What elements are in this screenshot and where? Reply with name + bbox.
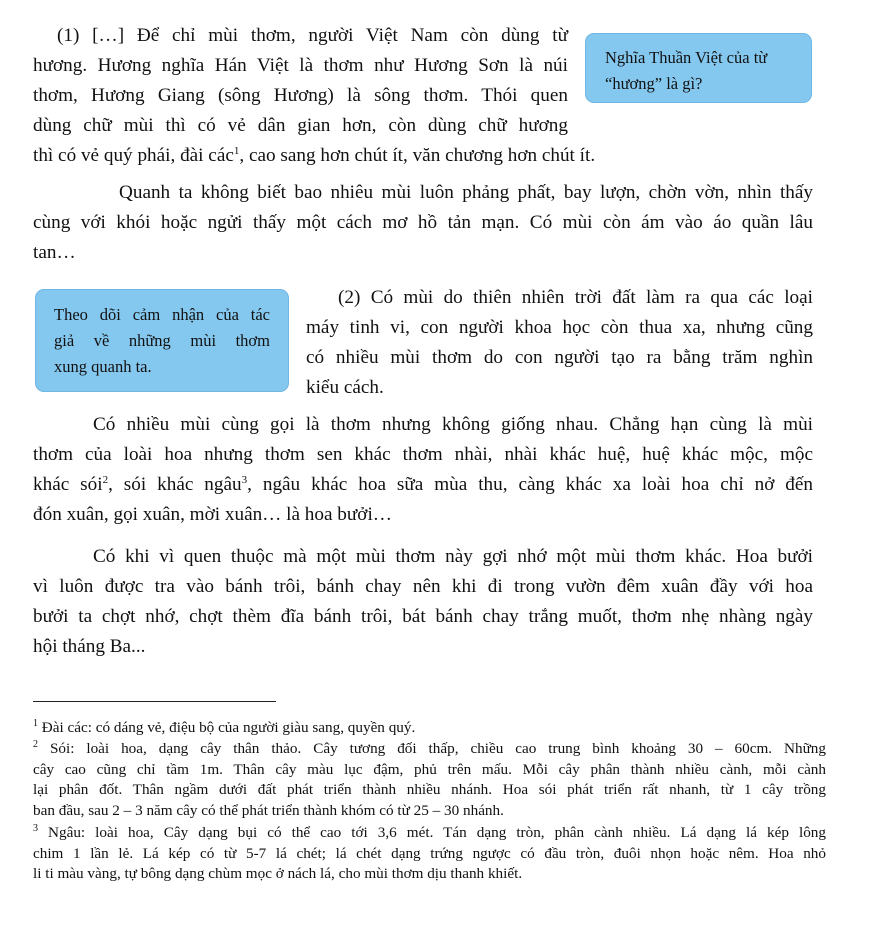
paragraph-3-line: có nhiều mùi thơm do con người tạo ra bằng trăm nghìn — [306, 347, 813, 368]
footnote-ref-3: 3 — [241, 474, 248, 486]
footnote-1-line — [33, 718, 826, 739]
annotation-box-2-line: giả về những mùi thơm — [54, 331, 270, 350]
paragraph-1-line: thơm, Hương Giang (sông Hương) là sông thơm. Thói quen — [33, 85, 568, 106]
footnote-3-text: Ngâu: loài hoa, Cây dạng bụi có thể cao tới 3,6 mét. Tán dạng tròn, phân cành nhiều. Lá dạng lá kép lông — [48, 824, 826, 841]
paragraph-1-line: (1) […] Để chỉ mùi thơm, người Việt Nam còn dùng từ — [57, 25, 568, 46]
footnote-1-text: Đài các: có dáng vẻ, điệu bộ của người giàu sang, quyền quý. — [41, 719, 416, 736]
annotation-box-1-line: “hương” là gì? — [605, 74, 703, 93]
paragraph-2-line: cùng với khói hoặc ngửi thấy một cách mơ hồ tản mạn. Có mùi còn ám vào áo quần lâu — [33, 212, 813, 233]
paragraph-4-text: , sói khác ngâu — [108, 474, 242, 495]
paragraph-2-line: tan… — [33, 242, 76, 263]
paragraph-1-line: dùng chữ mùi thì có vẻ dân gian hơn, còn dùng chữ hương — [33, 115, 568, 136]
paragraph-1-line: hương. Hương nghĩa Hán Việt là thơm như Hương Sơn là núi — [33, 55, 568, 76]
paragraph-5-line: vì luôn được tra vào bánh trôi, bánh chay nên khi đi trong vườn đêm xuân đầy với hoa — [33, 576, 813, 597]
annotation-box-2-line: xung quanh ta. — [54, 357, 152, 376]
footnote-2-line: ban đầu, sau 2 – 3 năm cây có thể phát triển thành khóm có từ 25 – 30 nhánh. — [33, 801, 504, 819]
paragraph-4-text: , ngâu khác hoa sữa mùa thu, càng khác xa loài hoa chỉ nở đến — [247, 474, 813, 495]
footnote-1 — [33, 718, 826, 739]
footnote-ref-1: 1 — [233, 145, 240, 157]
paragraph-5 — [33, 542, 813, 662]
footnote-2-line — [33, 739, 826, 760]
annotation-box-2 — [35, 289, 289, 392]
footnote-3-mark: 3 — [33, 823, 38, 834]
footnote-3 — [33, 823, 826, 885]
paragraph-1-text: , cao sang hơn chút ít, văn chương hơn chút ít. — [239, 145, 596, 166]
paragraph-3-line: kiểu cách. — [306, 377, 384, 398]
paragraph-2 — [33, 178, 813, 268]
annotation-box-1-line: Nghĩa Thuần Việt của từ — [605, 48, 768, 67]
footnote-2-line: lại phân đốt. Thân ngầm dưới đất phát triển thành nhiều nhánh. Hoa sói phát triển rất nhanh, từ 1 cây trồng — [33, 781, 826, 798]
paragraph-4-line — [33, 470, 813, 500]
footnote-2-text: Sói: loài hoa, dạng cây thân thảo. Cây tương đối thấp, chiều cao trung bình khoảng 30 – 60cm. Những — [49, 740, 826, 757]
annotation-box-2-line: Theo dõi cảm nhận của tác — [54, 305, 270, 324]
footnote-3-line — [33, 823, 826, 844]
footnote-2 — [33, 739, 826, 821]
paragraph-4-line: thơm của loài hoa nhưng thơm sen khác thơm nhài, nhài khác huệ, huệ khác mộc, mộc — [33, 444, 813, 465]
footnote-ref-2: 2 — [102, 474, 109, 486]
paragraph-4-line: đón xuân, gọi xuân, mời xuân… là hoa bưởi… — [33, 504, 392, 525]
paragraph-1-text: thì có vẻ quý phái, đài các — [33, 145, 234, 166]
paragraph-2-line: Quanh ta không biết bao nhiêu mùi luôn phảng phất, bay lượn, chờn vờn, nhìn thấy — [119, 182, 813, 203]
footnote-3-line: chim 1 lần lẻ. Lá kép có từ 5-7 lá chét; lá chét dạng trứng ngược có đầu tròn, đuôi nhọn hoặc nêm. Hoa nhỏ — [33, 844, 826, 862]
paragraph-5-line: hội tháng Ba... — [33, 636, 146, 657]
paragraph-5-line: bưởi ta chợt nhớ, chợt thèm đĩa bánh trôi, bát bánh chay trắng muốt, thơm nhẹ nhàng ngày — [33, 606, 813, 627]
footnote-2-line: cây cao cũng chỉ tầm 1m. Thân cây màu lục đậm, phủ trên mấu. Mỗi cây phân thành nhiều cành, mỗi cành — [33, 760, 826, 778]
paragraph-4-text: khác sói — [33, 474, 103, 495]
paragraph-5-line: Có khi vì quen thuộc mà một mùi thơm này gợi nhớ một mùi thơm khác. Hoa bưởi — [93, 546, 813, 567]
paragraph-3 — [306, 283, 813, 403]
paragraph-3-line: máy tinh vi, con người khoa học còn thua xa, nhưng cũng — [306, 317, 813, 338]
footnote-3-line: li ti màu vàng, tự bông dạng chùm mọc ở nách lá, cho mùi thơm dịu thanh khiết. — [33, 865, 523, 882]
footnote-1-mark: 1 — [33, 718, 38, 729]
footnote-separator — [33, 701, 276, 702]
paragraph-1 — [33, 21, 596, 171]
footnote-2-mark: 2 — [33, 739, 38, 750]
annotation-box-1 — [585, 33, 812, 103]
paragraph-3-line: (2) Có mùi do thiên nhiên trời đất làm ra qua các loại — [338, 287, 813, 308]
paragraph-4-line: Có nhiều mùi cùng gọi là thơm nhưng không giống nhau. Chẳng hạn cùng là mùi — [93, 414, 813, 435]
paragraph-1-last-line — [33, 141, 596, 171]
paragraph-4 — [33, 410, 813, 530]
